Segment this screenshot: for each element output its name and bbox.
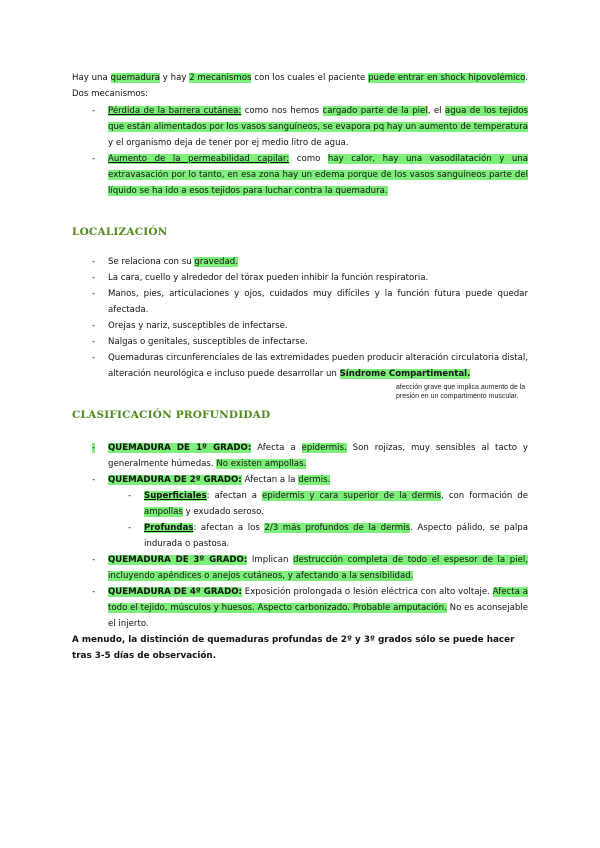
highlight: puede entrar en shock hipovolémico <box>368 73 526 83</box>
grado-4-item <box>108 584 528 632</box>
highlight: ampollas <box>144 507 183 517</box>
grado-2-profundas <box>144 520 528 552</box>
text: como nos hemos <box>241 106 323 116</box>
highlight: cargado parte de la piel <box>322 106 428 116</box>
text: con los cuales el paciente <box>251 73 369 83</box>
grado-3-item <box>108 552 528 584</box>
text: Orejas y nariz, susceptibles de infectarse. <box>108 321 288 331</box>
text: Exposición prolongada o lesión eléctrica con alto voltaje. <box>241 587 493 597</box>
highlight: 2/3 más profundos de la dermis <box>264 523 411 533</box>
localizacion-item-6 <box>108 350 528 382</box>
highlight: agua de los tejidos que están alimentados por los vasos sanguíneos, se evapora pq hay un aumento de temperatura <box>108 106 529 132</box>
text: Manos, pies, articulaciones y ojos, cuidados muy difíciles y la función futura puede quedar afectada. <box>108 289 528 315</box>
margin-note: afección grave que implica aumento de la presión en un compartimento muscular. <box>396 384 526 400</box>
bullet-dash: - <box>92 353 96 363</box>
text: Son rojizas, muy sensibles al tacto y generalmente húmedas. <box>108 443 528 469</box>
bullet-dash: - <box>92 321 96 331</box>
text: y hay <box>160 73 190 83</box>
highlight: Aumento de la permeabilidad capilar: <box>108 154 290 164</box>
grado-2-item <box>108 472 528 488</box>
bullet-dash: - <box>92 257 96 267</box>
grado-1-item <box>108 440 528 472</box>
bullet-dash: - <box>92 337 96 347</box>
text: . Dos mecanismos: <box>72 73 528 99</box>
mechanism-item-1 <box>108 103 528 151</box>
highlight: Síndrome Compartimental. <box>339 369 471 379</box>
sub-bullet-dash: - <box>128 523 132 533</box>
localizacion-item-5 <box>108 334 528 350</box>
text: . Aspecto pálido, se palpa indurada o pastosa. <box>144 523 528 549</box>
section-heading-clasificacion: CLASIFICACIÓN PROFUNDIDAD <box>72 409 271 421</box>
sub-label: Profundas <box>144 523 194 533</box>
grado-2-superficiales <box>144 488 528 520</box>
text: Afecta a <box>251 443 302 453</box>
highlight: epidermis. <box>301 443 347 453</box>
text: como <box>289 154 328 164</box>
highlight: Pérdida de la barrera cutánea: <box>108 106 242 116</box>
bullet-dash: - <box>92 475 96 485</box>
highlight: 2 mecanismos <box>189 73 252 83</box>
closing-paragraph: A menudo, la distinción de quemaduras profundas de 2º y 3º grados sólo se puede hacer tras 3-5 días de observación. <box>72 635 515 661</box>
text: No es aconsejable el injerto. <box>108 603 529 629</box>
localizacion-item-3 <box>108 286 528 318</box>
grado-label: QUEMADURA DE 3º GRADO: <box>108 555 248 565</box>
grado-label: QUEMADURA DE 2º GRADO: <box>108 475 242 485</box>
highlight: gravedad. <box>194 257 238 267</box>
bullet-dash: - <box>92 106 96 116</box>
text: Hay una <box>72 73 111 83</box>
text: : afectan a <box>206 491 262 501</box>
text: Se relaciona con su <box>108 257 195 267</box>
highlight: dermis. <box>298 475 331 485</box>
text: : afectan a los <box>193 523 265 533</box>
highlight: destrucción completa de todo el espesor de la piel, incluyendo apéndices o anejos cutáneos, y afectando a la sensibilidad. <box>108 555 528 581</box>
localizacion-item-4 <box>108 318 528 334</box>
text: Afectan a la <box>241 475 299 485</box>
text: Implican <box>247 555 293 565</box>
localizacion-item-2 <box>108 270 528 286</box>
section-heading-localizacion: LOCALIZACIÓN <box>72 226 168 238</box>
text: Quemaduras circunferenciales de las extremidades pueden producir alteración circulatoria distal, alteración neurológica e incluso puede desarrollar un <box>108 353 528 379</box>
grado-label: QUEMADURA DE 4º GRADO: <box>108 587 242 597</box>
bullet-dash: - <box>92 443 96 453</box>
bullet-dash: - <box>92 154 96 164</box>
intro-paragraph <box>72 70 528 102</box>
bullet-dash: - <box>92 587 96 597</box>
text: y exudado seroso. <box>182 507 264 517</box>
text: Nalgas o genitales, susceptibles de infectarse. <box>108 337 308 347</box>
localizacion-item-1 <box>108 254 528 270</box>
highlight: quemadura <box>110 73 161 83</box>
sub-label: Superficiales <box>144 491 207 501</box>
text: La cara, cuello y alrededor del tórax pueden inhibir la función respiratoria. <box>108 273 429 283</box>
bullet-dash: - <box>92 289 96 299</box>
grado-label: QUEMADURA DE 1º GRADO: <box>108 443 252 453</box>
bullet-dash: - <box>92 273 96 283</box>
sub-bullet-dash: - <box>128 491 132 501</box>
highlight: No existen ampollas. <box>216 459 307 469</box>
highlight: epidermis y cara superior de la dermis <box>262 491 442 501</box>
text: y el organismo deja de tener por ej medio litro de agua. <box>108 138 349 148</box>
bullet-dash: - <box>92 555 96 565</box>
text: , con formación de <box>441 491 528 501</box>
highlight: hay calor, hay una vasodilatación y una extravasación por lo tanto, en esa zona hay un edema porque de los vasos sanguíneos parte del líquido se ha ido a esos tejidos para luchar contra la quemadura. <box>108 154 528 196</box>
text: , el <box>427 106 445 116</box>
highlight: Afecta a todo el tejido, músculos y huesos. Aspecto carbonizado. Probable amputación. <box>108 587 528 613</box>
mechanism-item-2 <box>108 151 528 199</box>
